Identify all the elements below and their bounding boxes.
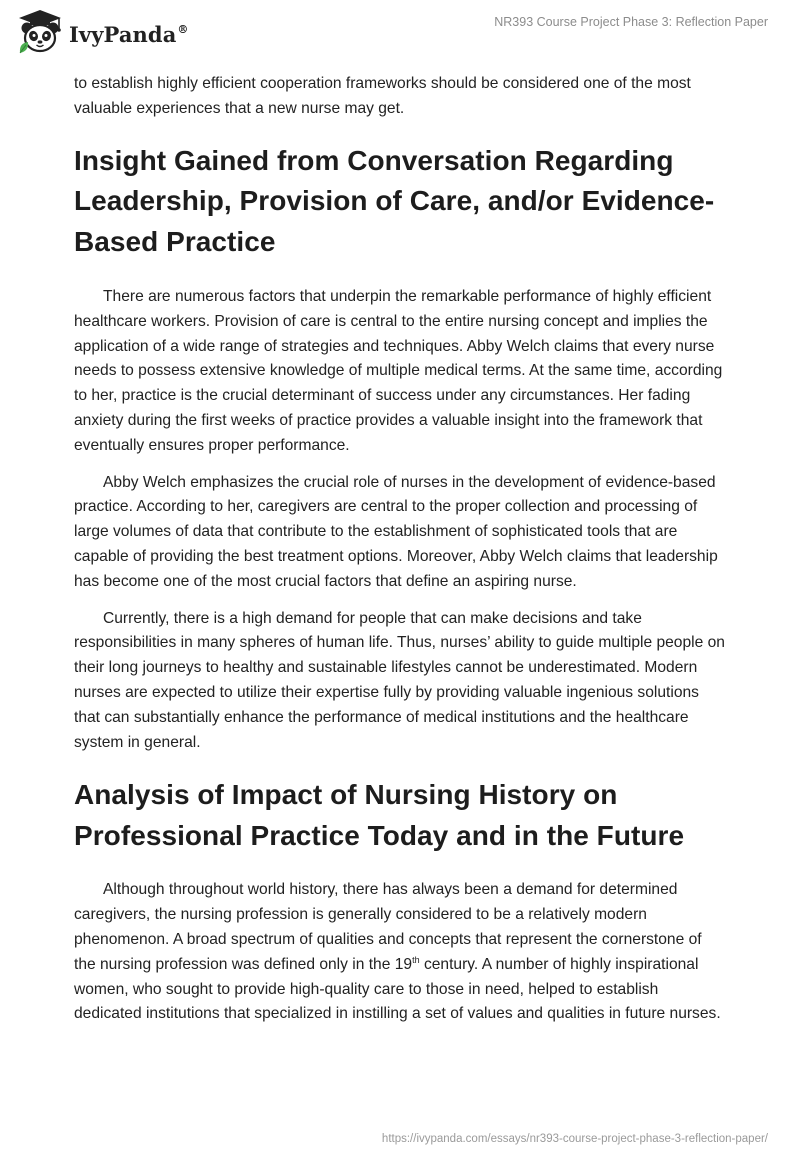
- section2-paragraph-1: [74, 878, 726, 1027]
- paragraph-text-part-2: century. A number of highly inspirational women, who sought to provide high-quality care to those in need, helped to establish dedicated institutions that specialized in instilling a set of values and qualities in future nurses.: [74, 955, 721, 1023]
- lead-paragraph: to establish highly efficient cooperation frameworks should be considered one of the most valuable experiences that a new nurse may get.: [74, 75, 691, 117]
- section-heading-insight: Insight Gained from Conversation Regarding Leadership, Provision of Care, and/or Evidence-Based Practice: [74, 144, 715, 257]
- source-url[interactable]: https://ivypanda.com/essays/nr393-course-project-phase-3-reflection-paper/: [381, 1133, 768, 1145]
- registered-mark: ®: [177, 22, 189, 36]
- panda-logo-icon: [14, 9, 66, 55]
- section-heading-history: Analysis of Impact of Nursing History on Professional Practice Today and in the Future: [74, 779, 685, 851]
- paragraph-text-part-1: Although throughout world history, there has always been a demand for determined caregivers, the nursing profession is generally considered to be a relatively modern phenomenon. A broad spectrum of qualities and concepts that represent the cornerstone of the nursing profession was defined only in the 19: [74, 881, 702, 973]
- brand-logo[interactable]: [14, 9, 189, 55]
- page-header: [0, 0, 800, 64]
- section1-paragraph-2: Abby Welch emphasizes the crucial role of nurses in the development of evidence-based practice. According to her, caregivers are central to the proper collection and processing of large volumes of data that contribute to the establishment of sophisticated tools that are capable of providing the best treatment options. Moreover, Abby Welch claims that leadership has become one of the most crucial factors that define an aspiring nurse.: [74, 473, 718, 590]
- brand-name: IvyPanda®: [69, 21, 189, 47]
- article-body: [74, 72, 726, 1027]
- section1-paragraph-1: There are numerous factors that underpin the remarkable performance of highly efficient healthcare workers. Provision of care is central to the entire nursing concept and implies the application of a wide range of strategies and techniques. Abby Welch claims that every nurse needs to possess extensive knowledge of multiple medical terms. At the same time, according to her, practice is the crucial determinant of success under any circumstances. Her fading anxiety during the first weeks of practice provides a valuable insight into the framework that eventually ensures proper performance.: [74, 288, 723, 454]
- ordinal-superscript: th: [412, 954, 420, 965]
- document-title: NR393 Course Project Phase 3: Reflection Paper: [494, 15, 768, 29]
- section1-paragraph-3: Currently, there is a high demand for people that can make decisions and take responsibilities in many spheres of human life. Thus, nurses’ ability to guide multiple people on their long journeys to healthy and sustainable lifestyles cannot be underestimated. Modern nurses are expected to utilize their expertise fully by providing valuable ingenious solutions that can substantially enhance the performance of medical institutions and the healthcare system in general.: [74, 609, 725, 751]
